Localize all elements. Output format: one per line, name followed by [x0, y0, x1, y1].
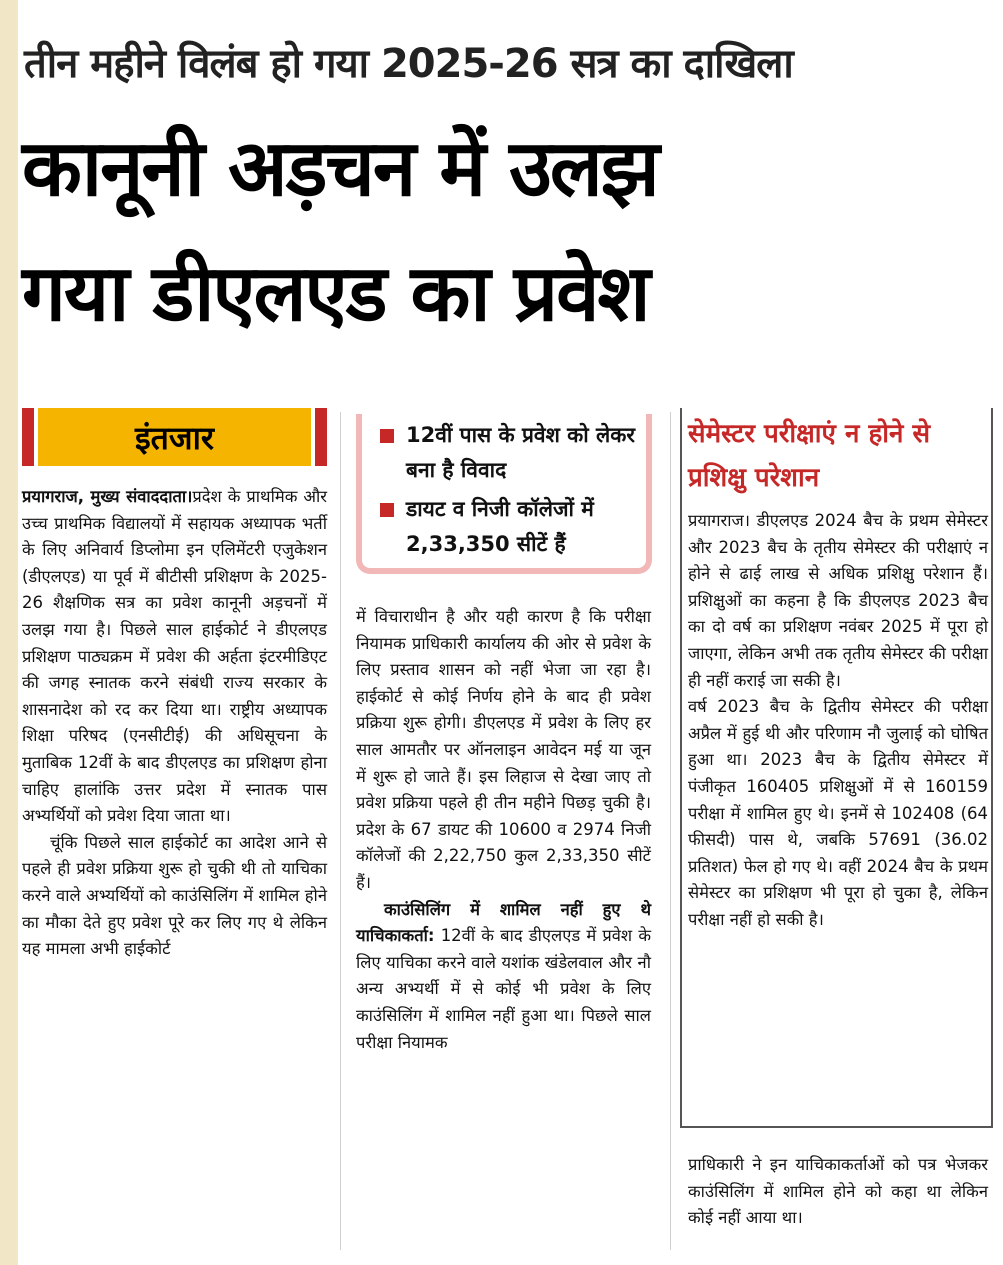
column-divider [340, 412, 341, 1250]
highlight-text: 12वीं पास के प्रवेश को लेकर बना है विवाद [406, 423, 636, 482]
section-banner [22, 408, 327, 466]
highlight-item [380, 418, 636, 488]
article-paragraph [356, 897, 651, 1057]
article-paragraph: प्राधिकारी ने इन याचिकाकर्ताओं को पत्र भेजकर काउंसिलिंग में शामिल होने को कहा था लेकिन कोई नहीं आया था। [688, 1155, 988, 1228]
article-column-1 [22, 484, 327, 963]
column-divider [670, 412, 671, 1250]
article-column-2 [356, 604, 651, 1056]
highlight-text: डायट व निजी कॉलेजों में 2,33,350 सीटें हैं [406, 497, 594, 556]
square-bullet-icon [380, 429, 394, 443]
highlights-box [356, 414, 652, 574]
main-headline-line-2: गया डीएलएड का प्रवेश [22, 249, 649, 339]
article-text: 12वीं के बाद डीएलएड में प्रवेश के लिए याचिका करने वाले यशांक खंडेलवाल और नौ अन्य अभ्यर्थी में से कोई भी प्रवेश के लिए काउंसिलिंग में शामिल नहीं हुआ था। पिछले साल परीक्षा नियामक [356, 926, 651, 1052]
square-bullet-icon [380, 503, 394, 517]
article-column-3 [688, 1152, 988, 1232]
page-edge-strip [0, 0, 18, 1265]
main-headline-line-1: कानूनी अड़चन में उलझ [22, 124, 658, 214]
highlight-item [380, 492, 636, 562]
kicker-headline: तीन महीने विलंब हो गया 2025-26 सत्र का दाखिला [24, 41, 793, 87]
sidebar-title: सेमेस्टर परीक्षाएं न होने से प्रशिक्षु परेशान [688, 419, 931, 493]
article-paragraph: चूंकि पिछले साल हाईकोर्ट का आदेश आने से पहले ही प्रवेश प्रक्रिया शुरू हो चुकी थी तो याचिका करने वाले अभ्यर्थियों को काउंसिलिंग में शामिल होने का मौका देते हुए प्रवेश पूरे कर लिए गए थे लेकिन यह मामला अभी हाईकोर्ट [22, 832, 327, 959]
subheading: काउंसिलिंग में शामिल नहीं हुए थे याचिकाकर्ता: [356, 899, 651, 946]
banner-label: इंतजार [134, 419, 215, 457]
dateline: प्रयागराज, मुख्य संवाददाता। [22, 487, 193, 506]
sidebar-paragraph: वर्ष 2023 बैच के द्वितीय सेमेस्टर की परीक्षा अप्रैल में हुई थी और परिणाम नौ जुलाई को घोषित हुआ था। 2023 बैच के द्वितीय सेमेस्टर में पंजीकृत 160405 प्रशिक्षुओं में से 160159 परीक्षा में शामिल हुए थे। इनमें से 102408 (64 फीसदी) पास थे, जबकि 57691 (36.02 प्रतिशत) फेल हो गए थे। वहीं 2024 बैच के प्रथम सेमेस्टर का प्रशिक्षण भी पूरा हो चुका है, लेकिन परीक्षा नहीं हो सकी है। [688, 697, 988, 929]
sidebar-paragraph: प्रयागराज। डीएलएड 2024 बैच के प्रथम सेमेस्टर और 2023 बैच के तृतीय सेमेस्टर की परीक्षाएं न होने से ढाई लाख से अधिक प्रशिक्षु परेशान हैं। प्रशिक्षुओं का कहना है कि डीएलएड 2023 बैच का दो वर्ष का प्रशिक्षण नवंबर 2025 में पूरा हो जाएगा, लेकिन अभी तक तृतीय सेमेस्टर की परीक्षा ही नहीं कराई जा सकी है। [688, 511, 988, 690]
article-paragraph: में विचाराधीन है और यही कारण है कि परीक्षा नियामक प्राधिकारी कार्यालय की ओर से प्रवेश के लिए प्रस्ताव शासन को नहीं भेजा जा रहा है। हाईकोर्ट से कोई निर्णय होने के बाद ही प्रवेश प्रक्रिया शुरू होगी। डीएलएड में प्रवेश के लिए हर साल आमतौर पर ऑनलाइन आवेदन मई या जून में शुरू हो जाते हैं। इस लिहाज से देखा जाए तो प्रवेश प्रक्रिया पहले ही तीन महीने पिछड़ चुकी है। प्रदेश के 67 डायट की 10600 व 2974 निजी कॉलेजों की 2,22,750 कुल 2,33,350 सीटें हैं। [356, 607, 651, 892]
article-text: प्रदेश के प्राथमिक और उच्च प्राथमिक विद्यालयों में सहायक अध्यापक भर्ती के लिए अनिवार्य डिप्लोमा इन एलिमेंटरी एजुकेशन (डीएलएड) या पूर्व में बीटीसी प्रशिक्षण के 2025-26 शैक्षणिक सत्र का प्रवेश कानूनी अड़चनों में उलझ गया है। पिछले साल हाईकोर्ट ने डीएलएड प्रशिक्षण पाठ्यक्रम में प्रवेश की अर्हता इंटरमीडिएट की जगह स्नातक करने संबंधी राज्य सरकार के शासनादेश को रद कर दिया था। राष्ट्रीय अध्यापक शिक्षा परिषद (एनसीटीई) की अधिसूचना के मुताबिक 12वीं के बाद डीएलएड का प्रशिक्षण होना चाहिए हालांकि उत्तर प्रदेश में स्नातक पास अभ्यर्थियों को प्रवेश दिया जाता था। [22, 487, 327, 826]
sidebar-body [688, 508, 988, 934]
article-paragraph [22, 484, 327, 830]
